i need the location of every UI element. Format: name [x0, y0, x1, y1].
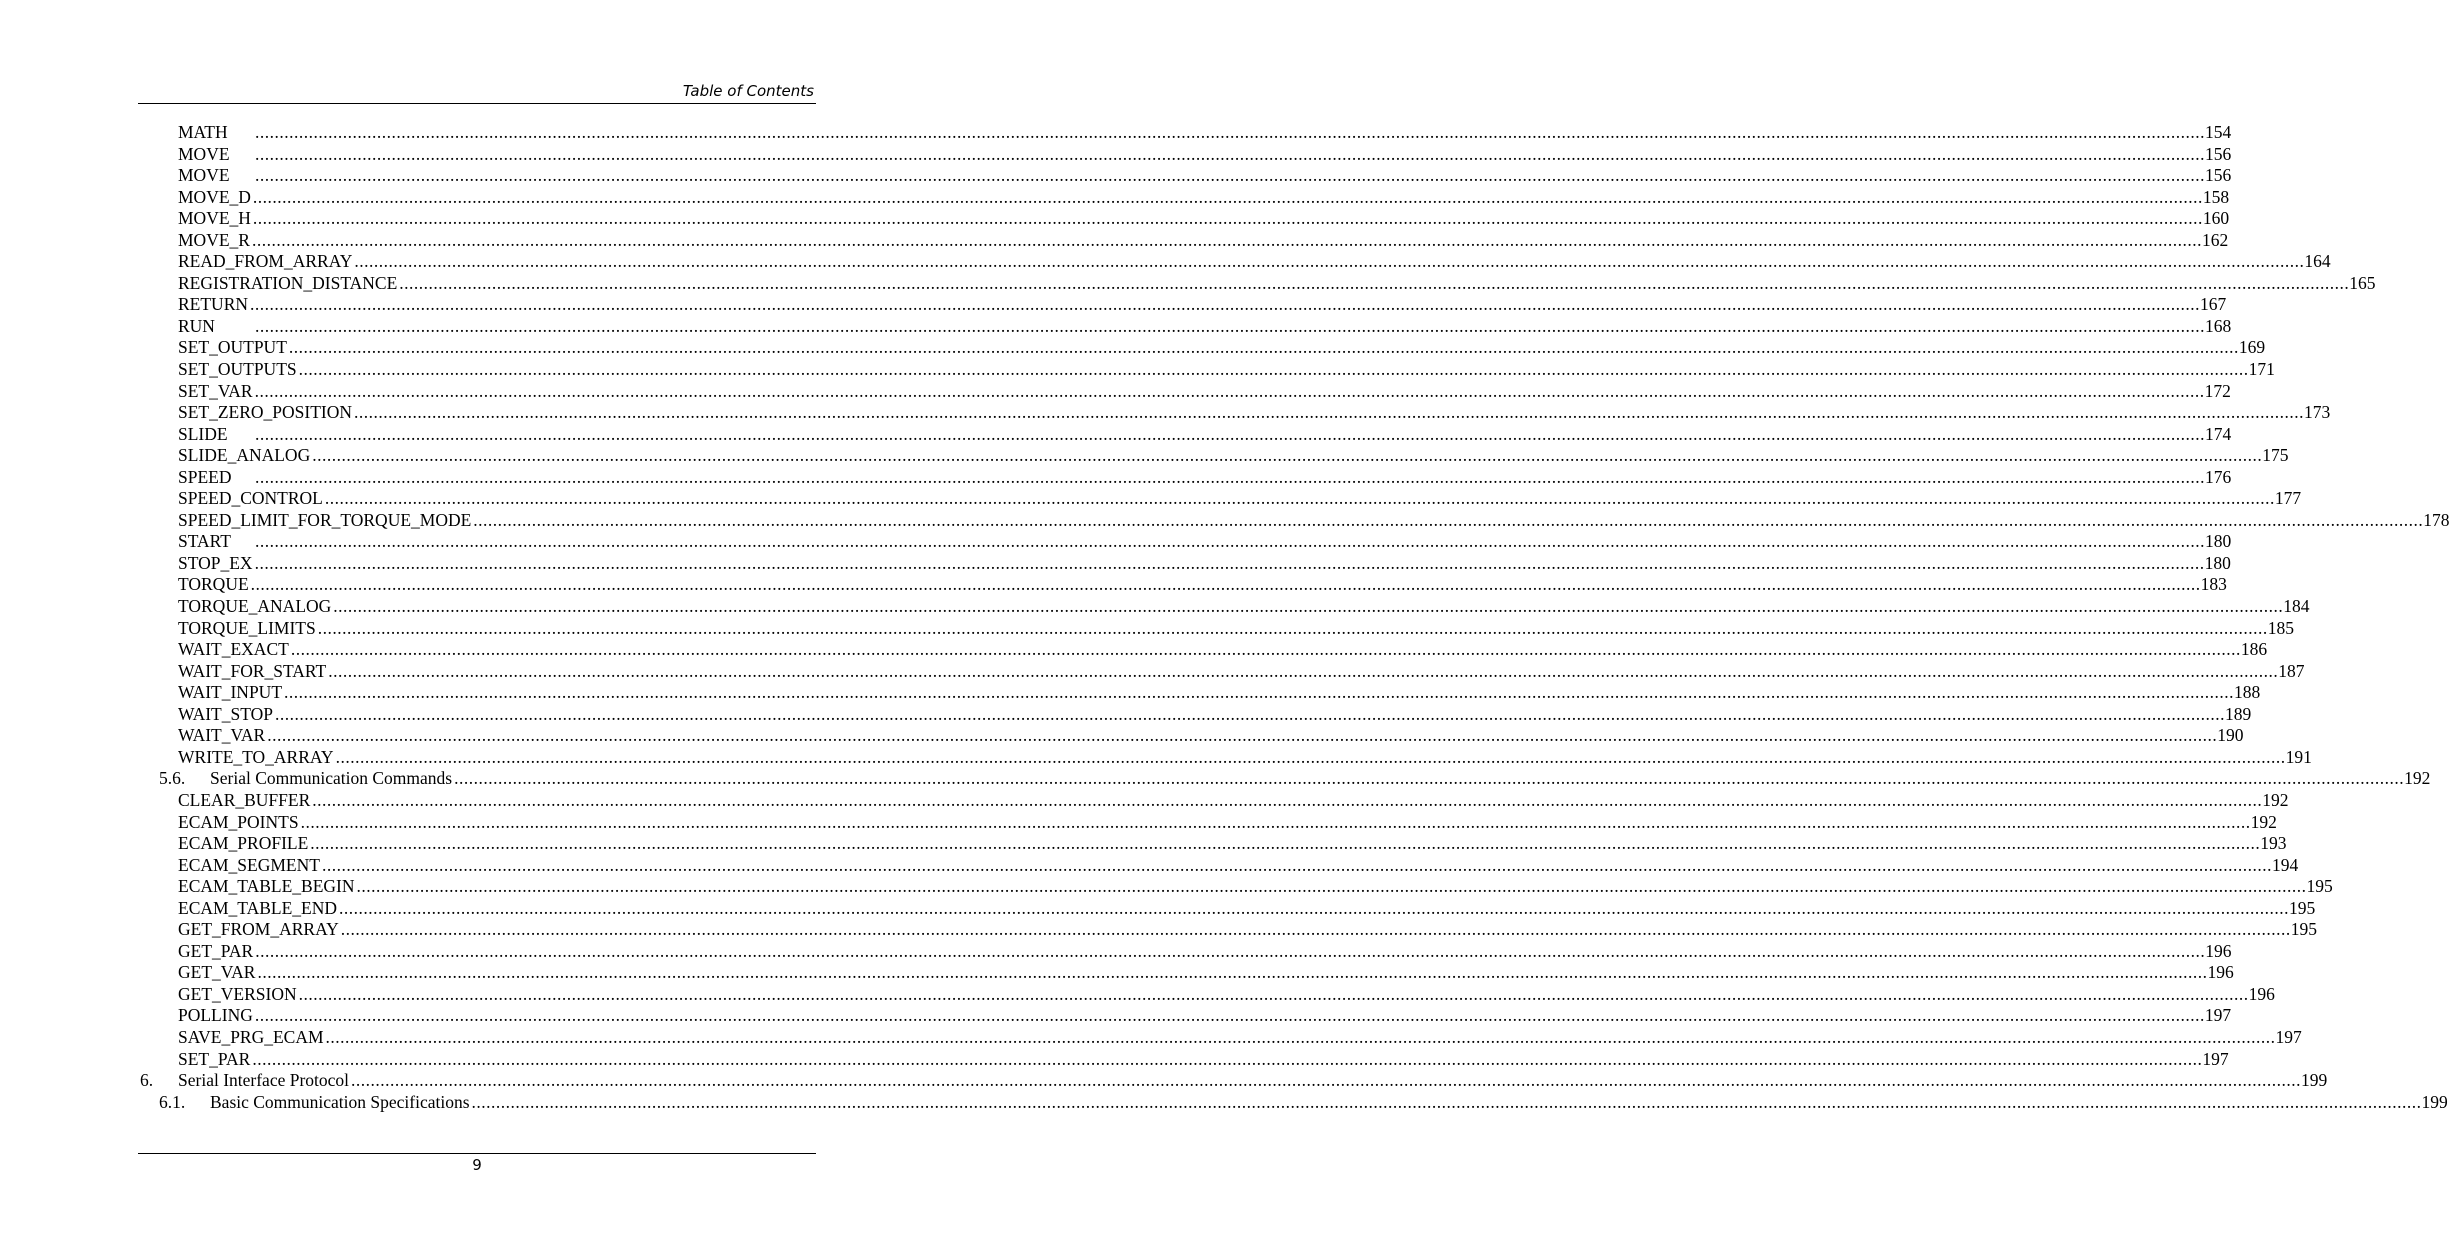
toc-dot-leader: ................................................................................................................................................................................................................................................................................................................................................................................................................ [399, 272, 2350, 293]
toc-entry[interactable] [138, 919, 2318, 941]
toc-entry-title: SET_OUTPUTS [178, 359, 297, 380]
toc-entry-page: 167 [2200, 294, 2227, 315]
toc-entry-title: SPEED [178, 467, 255, 489]
toc-entry-page: 180 [2205, 531, 2232, 552]
table-of-contents [138, 122, 2450, 1113]
toc-entry[interactable] [138, 509, 2450, 532]
toc-entry-title: REGISTRATION_DISTANCE [178, 272, 398, 293]
toc-entry-title: READ_FROM_ARRAY [178, 251, 353, 272]
toc-entry-page: 192 [2404, 768, 2431, 789]
toc-entry[interactable] [138, 596, 2310, 618]
toc-entry[interactable] [138, 359, 2275, 381]
toc-entry-title: TORQUE_ANALOG [178, 596, 332, 617]
toc-entry[interactable] [138, 552, 2231, 575]
toc-entry[interactable] [138, 876, 2333, 898]
toc-entry-page: 176 [2205, 466, 2232, 487]
toc-entry-title: MOVE [178, 144, 255, 166]
toc-entry-title: SET_VAR [178, 380, 253, 401]
toc-dot-leader: ................................................................................................................................................................................................................................................................................................................................................................................................................ [335, 746, 2286, 767]
toc-entry[interactable] [138, 229, 2229, 252]
toc-dot-leader: ................................................................................................................................................................................................................................................................................................................................................................................................................ [254, 1005, 2205, 1026]
toc-entry-title: ECAM_SEGMENT [178, 854, 320, 875]
toc-entry-page: 158 [2202, 186, 2230, 207]
toc-entry-page: 199 [2301, 1070, 2328, 1091]
toc-dot-leader: ................................................................................................................................................................................................................................................................................................................................................................................................................ [356, 876, 2307, 897]
toc-entry-title: Basic Communication Specifications [210, 1091, 470, 1112]
toc-entry-page: 195 [2306, 876, 2333, 897]
toc-entry-page: 196 [2248, 983, 2275, 1004]
toc-entry[interactable] [138, 897, 2316, 920]
toc-dot-leader: ................................................................................................................................................................................................................................................................................................................................................................................................................ [252, 1048, 2203, 1069]
footer-rule [138, 1153, 816, 1154]
toc-entry-page: 193 [2260, 833, 2287, 854]
toc-entry-page: 187 [2278, 660, 2305, 681]
toc-entry-page: 174 [2205, 423, 2232, 444]
toc-entry[interactable] [138, 402, 2331, 424]
toc-entry-page: 177 [2274, 488, 2302, 509]
toc-dot-leader: ................................................................................................................................................................................................................................................................................................................................................................................................................ [251, 229, 2202, 250]
toc-entry-page: 172 [2204, 380, 2231, 401]
toc-dot-leader: ................................................................................................................................................................................................................................................................................................................................................................................................................ [351, 1070, 2302, 1091]
toc-entry-page: 156 [2205, 165, 2232, 186]
toc-entry-number: 5.6. [159, 768, 186, 789]
toc-entry-title: GET_VERSION [178, 983, 297, 1004]
toc-dot-leader: ................................................................................................................................................................................................................................................................................................................................................................................................................ [298, 359, 2249, 380]
toc-dot-leader: ................................................................................................................................................................................................................................................................................................................................................................................................................ [252, 186, 2203, 207]
toc-entry[interactable] [138, 725, 2244, 747]
toc-entry-page: 185 [2267, 617, 2294, 638]
toc-entry-page: 183 [2200, 574, 2227, 595]
toc-entry[interactable] [138, 186, 2230, 209]
toc-entry-title: GET_PAR [178, 940, 254, 961]
toc-entry[interactable] [138, 983, 2275, 1006]
toc-entry[interactable] [138, 531, 2232, 553]
toc-dot-leader: ................................................................................................................................................................................................................................................................................................................................................................................................................ [354, 251, 2305, 272]
toc-entry[interactable] [138, 143, 2232, 166]
toc-dot-leader: ................................................................................................................................................................................................................................................................................................................................................................................................................ [300, 811, 2251, 832]
toc-dot-leader: ................................................................................................................................................................................................................................................................................................................................................................................................................ [255, 466, 2205, 487]
toc-entry-page: 192 [2262, 789, 2289, 810]
toc-dot-leader: ................................................................................................................................................................................................................................................................................................................................................................................................................ [255, 165, 2205, 186]
toc-dot-leader: ................................................................................................................................................................................................................................................................................................................................................................................................................ [339, 897, 2290, 918]
toc-dot-leader: ................................................................................................................................................................................................................................................................................................................................................................................................................ [312, 789, 2263, 810]
toc-entry-page: 168 [2205, 315, 2232, 336]
toc-entry[interactable] [138, 208, 2230, 230]
toc-entry-title: WAIT_INPUT [178, 682, 283, 703]
toc-entry-page: 160 [2202, 208, 2230, 229]
toc-entry[interactable] [138, 1005, 2232, 1027]
toc-entry-page: 194 [2271, 854, 2299, 875]
toc-entry-page: 197 [2275, 1026, 2302, 1047]
toc-entry-page: 197 [2202, 1048, 2229, 1069]
toc-dot-leader: ................................................................................................................................................................................................................................................................................................................................................................................................................ [255, 315, 2205, 336]
toc-entry-title: STOP_EX [178, 552, 253, 573]
toc-entry[interactable] [138, 768, 2431, 790]
running-header: Table of Contents [682, 82, 814, 100]
toc-entry[interactable] [138, 639, 2268, 661]
toc-entry-page: 162 [2201, 229, 2229, 250]
toc-entry-title: SET_OUTPUT [178, 337, 287, 358]
toc-dot-leader: ................................................................................................................................................................................................................................................................................................................................................................................................................ [471, 1091, 2422, 1112]
toc-entry-title: Serial Interface Protocol [178, 1070, 350, 1091]
toc-entry-page: 189 [2224, 703, 2252, 724]
toc-entry-title: WAIT_EXACT [178, 639, 289, 660]
toc-entry[interactable] [138, 445, 2289, 467]
toc-dot-leader: ................................................................................................................................................................................................................................................................................................................................................................................................................ [333, 596, 2284, 617]
toc-dot-leader: ................................................................................................................................................................................................................................................................................................................................................................................................................ [257, 962, 2208, 983]
toc-entry-page: 186 [2240, 639, 2268, 660]
toc-entry-title: ECAM_TABLE_END [178, 897, 338, 918]
toc-entry-title: Serial Communication Commands [210, 768, 453, 789]
toc-entry-title: CLEAR_BUFFER [178, 789, 311, 810]
toc-entry[interactable] [138, 294, 2227, 316]
toc-entry[interactable] [138, 574, 2227, 596]
toc-entry-title: MOVE_D [178, 186, 251, 207]
toc-entry-title: WRITE_TO_ARRAY [178, 746, 334, 767]
toc-entry-page: 175 [2262, 445, 2289, 466]
toc-entry-title: MOVE_H [178, 208, 251, 229]
toc-entry-page: 195 [2289, 897, 2316, 918]
toc-dot-leader: ................................................................................................................................................................................................................................................................................................................................................................................................................ [473, 509, 2424, 530]
toc-dot-leader: ................................................................................................................................................................................................................................................................................................................................................................................................................ [255, 940, 2206, 961]
toc-entry-title: MOVE_R [178, 229, 250, 250]
toc-entry[interactable] [138, 940, 2232, 963]
toc-entry-title: TORQUE_LIMITS [178, 617, 316, 638]
toc-entry[interactable] [138, 380, 2231, 403]
toc-entry[interactable] [138, 833, 2287, 855]
toc-entry[interactable] [138, 337, 2266, 359]
toc-dot-leader: ................................................................................................................................................................................................................................................................................................................................................................................................................ [267, 725, 2218, 746]
toc-entry[interactable] [138, 617, 2294, 640]
toc-entry-title: RUN [178, 316, 255, 338]
toc-entry[interactable] [138, 746, 2312, 769]
toc-dot-leader: ................................................................................................................................................................................................................................................................................................................................................................................................................ [255, 122, 2205, 142]
toc-entry-page: 196 [2205, 940, 2232, 961]
toc-dot-leader: ................................................................................................................................................................................................................................................................................................................................................................................................................ [252, 208, 2203, 229]
toc-entry-title: WAIT_STOP [178, 703, 273, 724]
toc-entry-page: 199 [2421, 1091, 2448, 1112]
toc-entry[interactable] [138, 854, 2299, 877]
toc-entry-page: 154 [2205, 122, 2232, 142]
toc-dot-leader: ................................................................................................................................................................................................................................................................................................................................................................................................................ [250, 294, 2200, 315]
toc-dot-leader: ................................................................................................................................................................................................................................................................................................................................................................................................................ [255, 531, 2205, 552]
toc-entry-page: 191 [2285, 746, 2312, 767]
toc-entry-title: WAIT_FOR_START [178, 660, 327, 681]
toc-entry-page: 180 [2204, 552, 2231, 573]
toc-entry[interactable] [138, 703, 2252, 726]
toc-entry-page: 195 [2290, 919, 2318, 940]
toc-entry-title: GET_VAR [178, 962, 256, 983]
toc-dot-leader: ................................................................................................................................................................................................................................................................................................................................................................................................................ [254, 380, 2205, 401]
toc-entry[interactable] [138, 1070, 2328, 1092]
toc-entry-page: 190 [2217, 725, 2244, 746]
toc-entry-page: 165 [2349, 272, 2376, 293]
toc-dot-leader: ................................................................................................................................................................................................................................................................................................................................................................................................................ [328, 660, 2279, 681]
toc-entry-title: SPEED_CONTROL [178, 488, 323, 509]
toc-entry[interactable] [138, 165, 2232, 187]
toc-entry[interactable] [138, 488, 2302, 510]
toc-dot-leader: ................................................................................................................................................................................................................................................................................................................................................................................................................ [255, 143, 2205, 164]
toc-entry-page: 173 [2304, 402, 2331, 423]
toc-dot-leader: ................................................................................................................................................................................................................................................................................................................................................................................................................ [254, 552, 2205, 573]
toc-entry[interactable] [138, 1091, 2448, 1114]
toc-entry-page: 156 [2205, 143, 2232, 164]
toc-entry-page: 196 [2207, 962, 2234, 983]
toc-dot-leader: ................................................................................................................................................................................................................................................................................................................................................................................................................ [298, 983, 2249, 1004]
toc-entry-title: GET_FROM_ARRAY [178, 919, 339, 940]
toc-entry-page: 184 [2283, 596, 2310, 617]
toc-dot-leader: ................................................................................................................................................................................................................................................................................................................................................................................................................ [454, 768, 2405, 789]
toc-entry-page: 178 [2423, 509, 2450, 530]
toc-entry[interactable] [138, 660, 2305, 683]
toc-entry-page: 164 [2304, 251, 2331, 272]
toc-entry-title: TORQUE [178, 574, 249, 595]
toc-entry-title: SET_PAR [178, 1048, 251, 1069]
toc-entry[interactable] [138, 962, 2234, 984]
toc-dot-leader: ................................................................................................................................................................................................................................................................................................................................................................................................................ [310, 833, 2261, 854]
toc-entry-title: ECAM_POINTS [178, 811, 299, 832]
toc-dot-leader: ................................................................................................................................................................................................................................................................................................................................................................................................................ [317, 617, 2268, 638]
toc-dot-leader: ................................................................................................................................................................................................................................................................................................................................................................................................................ [340, 919, 2291, 940]
toc-dot-leader: ................................................................................................................................................................................................................................................................................................................................................................................................................ [324, 488, 2275, 509]
toc-dot-leader: ................................................................................................................................................................................................................................................................................................................................................................................................................ [250, 574, 2201, 595]
toc-entry-title: WAIT_VAR [178, 725, 266, 746]
toc-entry-number: 6.1. [159, 1091, 186, 1112]
toc-entry-page: 169 [2238, 337, 2266, 358]
toc-entry[interactable] [138, 423, 2232, 446]
toc-dot-leader: ................................................................................................................................................................................................................................................................................................................................................................................................................ [321, 854, 2272, 875]
toc-dot-leader: ................................................................................................................................................................................................................................................................................................................................................................................................................ [312, 445, 2263, 466]
toc-entry[interactable] [138, 315, 2232, 338]
toc-entry[interactable] [138, 1048, 2229, 1071]
toc-entry-page: 171 [2248, 359, 2275, 380]
toc-entry-title: SET_ZERO_POSITION [178, 402, 353, 423]
toc-entry-title: SLIDE_ANALOG [178, 445, 311, 466]
toc-entry[interactable] [138, 682, 2261, 704]
toc-entry-page: 192 [2250, 811, 2277, 832]
toc-entry[interactable] [138, 251, 2331, 273]
toc-entry-number: 6. [140, 1070, 154, 1091]
toc-entry-title: POLLING [178, 1005, 253, 1026]
toc-dot-leader: ................................................................................................................................................................................................................................................................................................................................................................................................................ [290, 639, 2241, 660]
toc-entry[interactable] [138, 466, 2232, 489]
toc-entry[interactable] [138, 122, 2232, 144]
toc-entry[interactable] [138, 272, 2376, 295]
toc-entry-title: ECAM_TABLE_BEGIN [178, 876, 355, 897]
toc-entry-page: 197 [2204, 1005, 2232, 1026]
toc-dot-leader: ................................................................................................................................................................................................................................................................................................................................................................................................................ [288, 337, 2239, 358]
toc-dot-leader: ................................................................................................................................................................................................................................................................................................................................................................................................................ [325, 1026, 2276, 1047]
toc-entry-title: ECAM_PROFILE [178, 833, 309, 854]
toc-entry-title: SPEED_LIMIT_FOR_TORQUE_MODE [178, 509, 472, 530]
toc-entry[interactable] [138, 811, 2277, 834]
toc-entry-title: RETURN [178, 294, 248, 315]
toc-entry-title: MATH [178, 122, 255, 144]
toc-entry-title: START [178, 531, 255, 553]
toc-dot-leader: ................................................................................................................................................................................................................................................................................................................................................................................................................ [255, 423, 2205, 444]
toc-dot-leader: ................................................................................................................................................................................................................................................................................................................................................................................................................ [284, 682, 2235, 703]
toc-entry-title: SLIDE [178, 424, 255, 446]
toc-entry[interactable] [138, 1026, 2302, 1049]
toc-entry-title: MOVE [178, 165, 255, 187]
toc-dot-leader: ................................................................................................................................................................................................................................................................................................................................................................................................................ [354, 402, 2305, 423]
header-rule [138, 103, 816, 104]
toc-entry-page: 188 [2234, 682, 2261, 703]
toc-entry[interactable] [138, 789, 2289, 812]
page-number: 9 [472, 1156, 482, 1174]
toc-dot-leader: ................................................................................................................................................................................................................................................................................................................................................................................................................ [274, 703, 2225, 724]
toc-entry-title: SAVE_PRG_ECAM [178, 1026, 324, 1047]
